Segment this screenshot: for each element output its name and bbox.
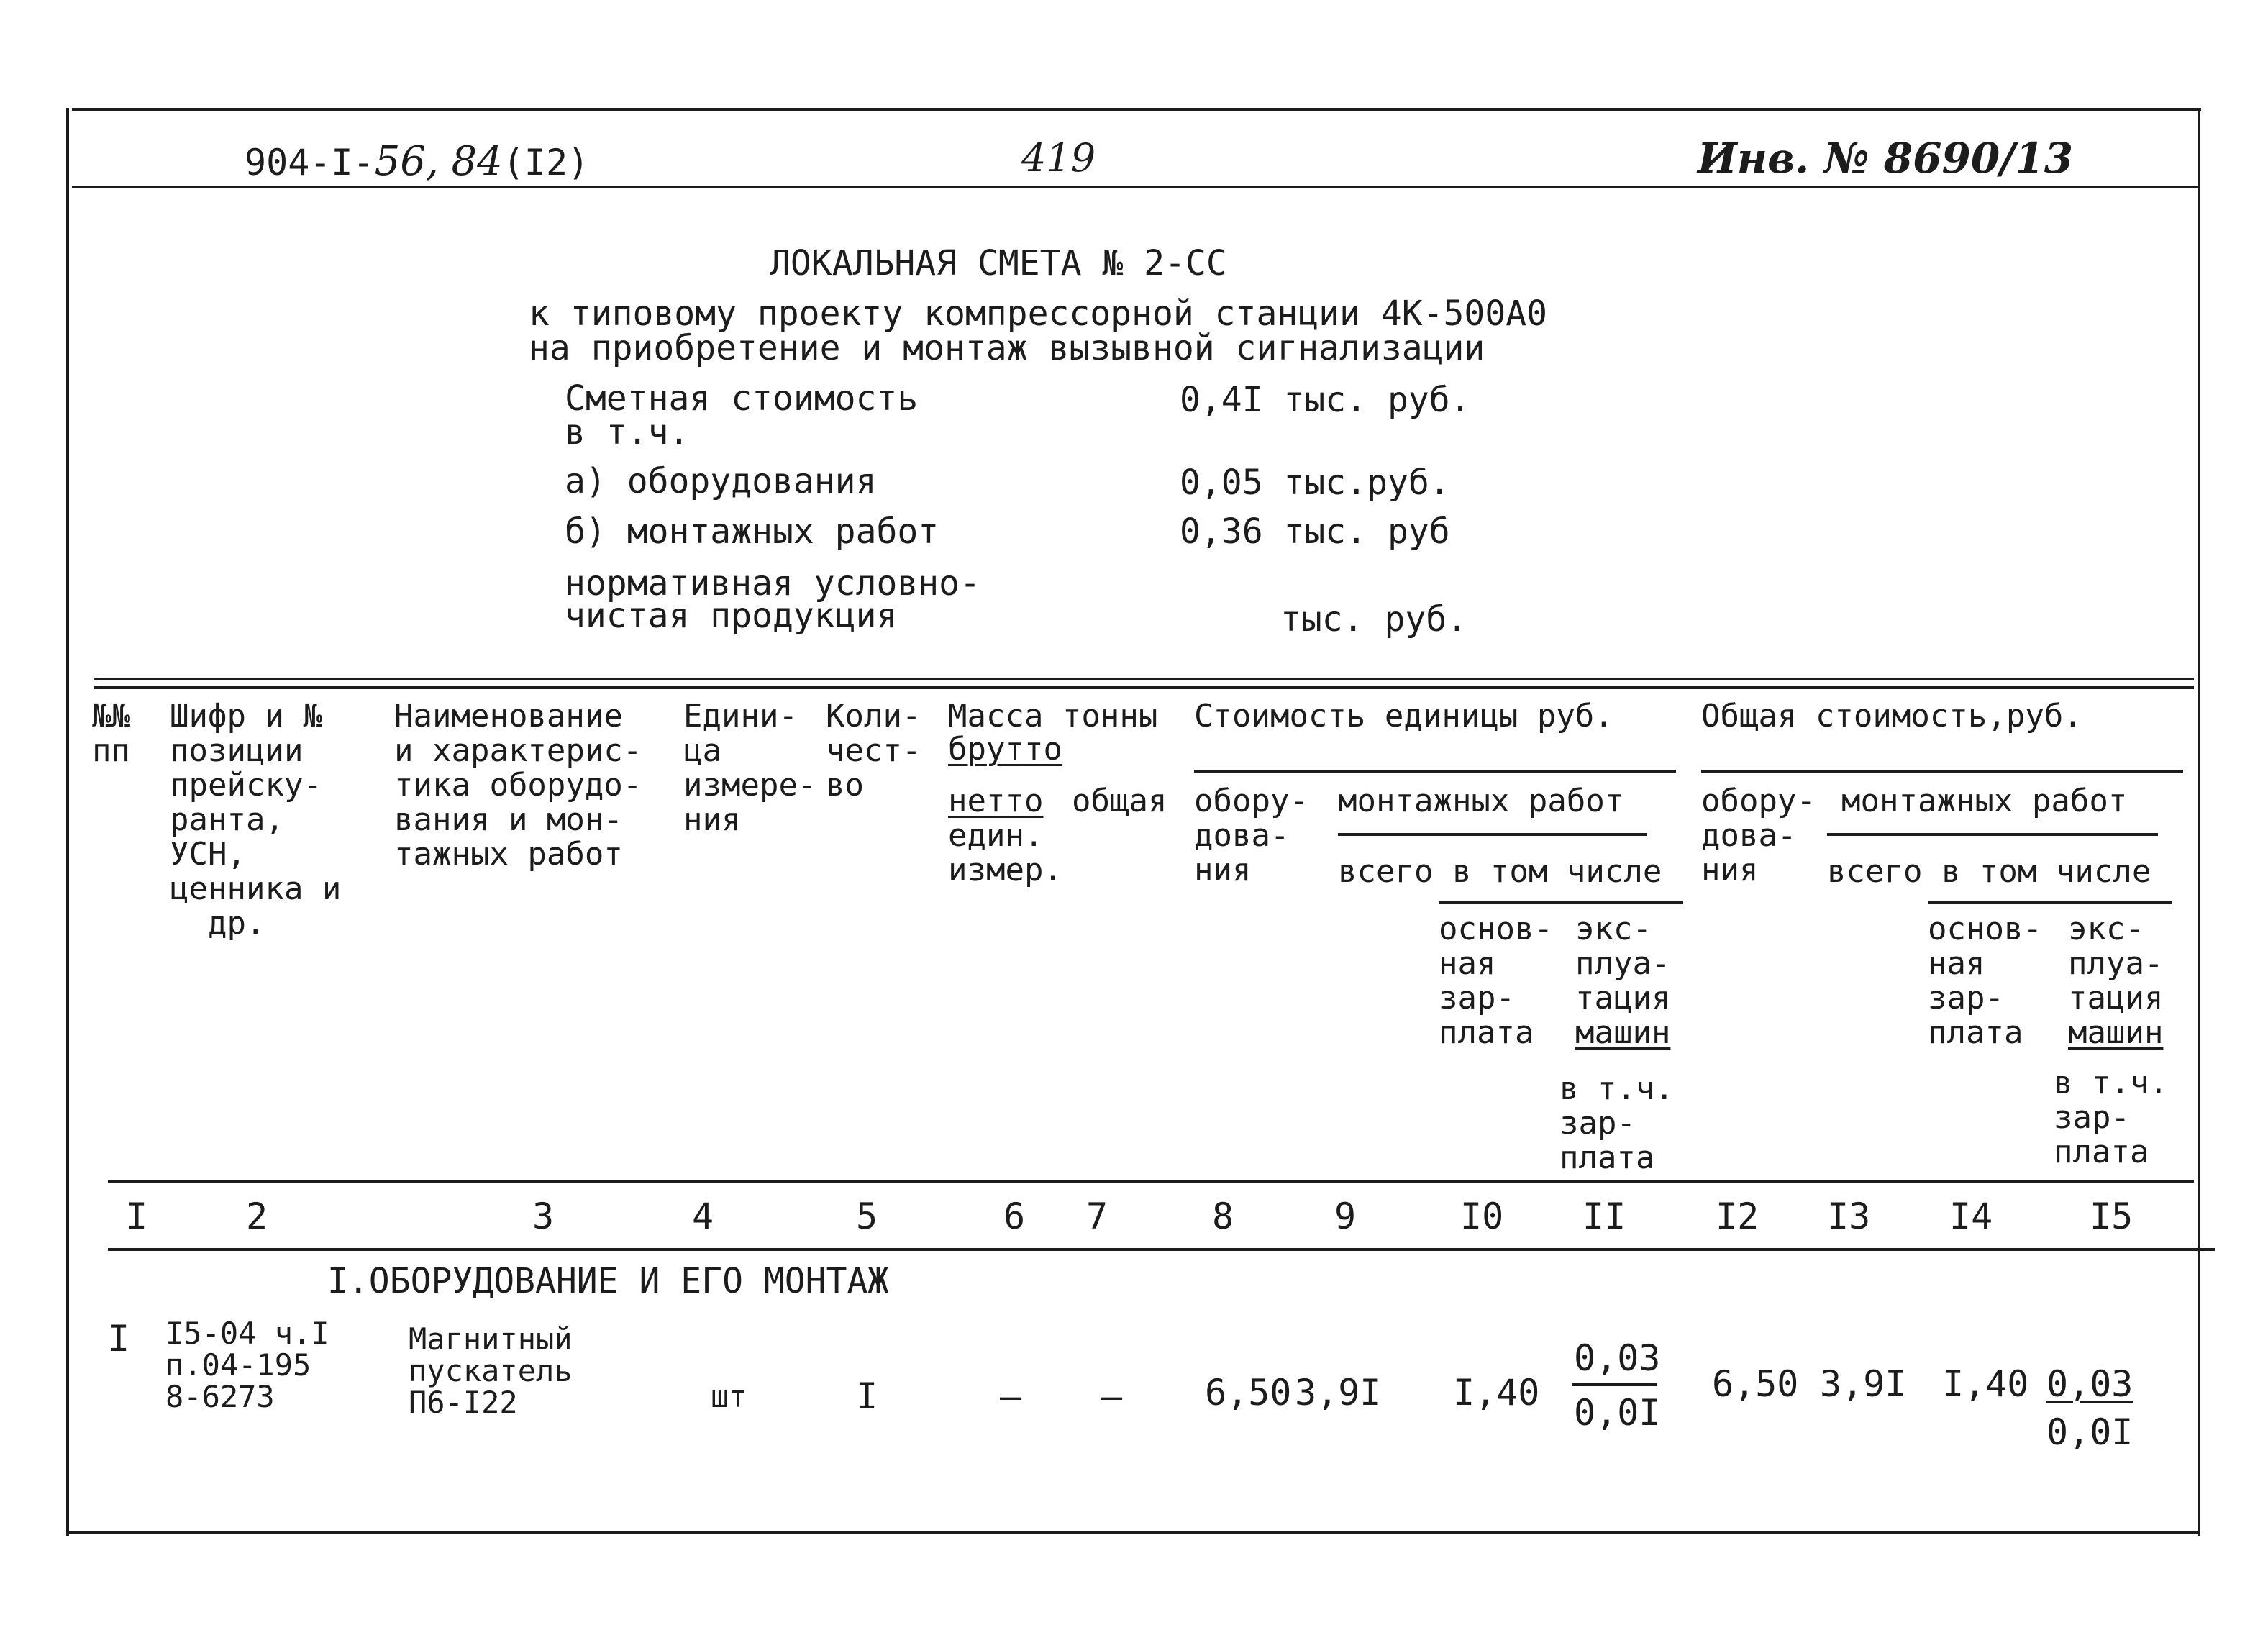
row-name-line: пускатель: [409, 1353, 573, 1388]
row-name: [409, 1321, 573, 1420]
row-qty: I: [856, 1375, 878, 1417]
row-unit: шт: [711, 1379, 747, 1414]
mass-brutto-label: брутто: [948, 731, 1062, 768]
col3-header-line: тажных работ: [394, 836, 623, 873]
col12-header: [1701, 784, 1816, 888]
header-rule: [72, 186, 2198, 188]
doc-code-suffix: (I2): [502, 142, 590, 183]
frame-top: [72, 108, 2201, 111]
table-top-rule-b: [94, 686, 2194, 689]
col11-header-line: плуа-: [1575, 945, 1671, 982]
row-code-line: 8-6273: [165, 1379, 275, 1414]
col6-header-line: измер.: [948, 852, 1062, 888]
col4-header-line: Едини-: [683, 698, 798, 734]
doc-code: [245, 138, 589, 185]
col11-sub-line: зар-: [1559, 1105, 1636, 1142]
col8-header-line: ния: [1194, 852, 1252, 888]
col-number: I2: [1716, 1196, 1759, 1237]
col-number: I: [126, 1196, 148, 1237]
col3-header-line: тика оборудо-: [394, 767, 642, 803]
row-total-mass: –: [1101, 1375, 1123, 1417]
doc-code-prefix: 904-I-: [245, 142, 375, 183]
row-base-salary-2: I,40: [1942, 1363, 2029, 1405]
col14-header-line: основ-: [1928, 911, 2042, 947]
col4-header: [683, 699, 816, 837]
row-base-salary: I,40: [1453, 1372, 1540, 1413]
install-group-rule-2: [1827, 833, 2158, 836]
col6-header-line: един.: [948, 817, 1044, 854]
col11-header: [1575, 912, 1670, 1050]
col2-header-line: Шифр и №: [170, 698, 322, 734]
col11-sub-line: плата: [1559, 1139, 1655, 1176]
col12-header-line: обору-: [1701, 783, 1816, 819]
col5-header: [826, 699, 921, 803]
cost-label: Сметная стоимость: [565, 378, 919, 419]
equip-label: а) оборудования: [565, 461, 877, 501]
col12-header-line: ния: [1701, 852, 1759, 888]
mass-header: Масса тонны: [948, 698, 1158, 734]
col15-header-line: машин: [2068, 1014, 2164, 1051]
row-equip-unit: 6,50: [1205, 1372, 1292, 1413]
col-number: 5: [856, 1196, 878, 1237]
row-code: [165, 1318, 329, 1413]
col15-sub-line: зар-: [2054, 1099, 2130, 1136]
col14-header-line: зар-: [1928, 980, 2004, 1016]
sub-rule: [1439, 901, 1683, 904]
col11-sub-line: в т.ч.: [1559, 1070, 1674, 1107]
col5-header-line: Коли-: [826, 698, 921, 734]
frame-right: [2198, 108, 2200, 1536]
col-number: 3: [532, 1196, 555, 1237]
normative-label-2: чистая продукция: [565, 596, 898, 636]
row-number: I: [108, 1318, 130, 1360]
col12-header-line: дова-: [1701, 817, 1797, 854]
row-code-line: п.04-195: [165, 1347, 311, 1383]
row-code-line: I5-04 ч.I: [165, 1316, 329, 1351]
col15-sub-header: [2054, 1066, 2168, 1170]
row-install-total-2: 3,9I: [1820, 1363, 1907, 1405]
frame-bottom: [68, 1531, 2199, 1534]
col-number: I3: [1827, 1196, 1871, 1237]
col15-header-line: тация: [2068, 980, 2164, 1016]
row-netto: –: [1000, 1375, 1022, 1417]
total-cost-rule: [1701, 770, 2183, 773]
col-number: 7: [1086, 1196, 1108, 1237]
col8-header-line: дова-: [1194, 817, 1290, 854]
col6-header-line: нетто: [948, 783, 1044, 819]
unit-cost-header: Стоимость единицы руб.: [1194, 698, 1613, 734]
col11-header-line: тация: [1575, 980, 1671, 1016]
install-label: б) монтажных работ: [565, 511, 939, 552]
total-cost-header: Общая стоимость,руб.: [1701, 698, 2082, 734]
col11-sub-header: [1559, 1072, 1674, 1175]
row-machines-salary: 0,0I: [1574, 1392, 1661, 1434]
normative-value: тыс. руб.: [1280, 599, 1468, 639]
row-machines-salary-2: 0,0I: [2046, 1411, 2133, 1453]
col6-header: [948, 784, 1062, 888]
normative-label-1: нормативная условно-: [565, 563, 980, 604]
title-line-1: к типовому проекту компрессорной станции 4К-500А0: [529, 293, 1548, 334]
install-group-rule: [1338, 833, 1647, 836]
col3-header-line: и характерис-: [394, 732, 642, 769]
col4-header-line: ца: [683, 732, 721, 769]
col10-header-line: основ-: [1439, 911, 1553, 947]
install-group-header-2: монтажных работ: [1841, 783, 2128, 819]
total-sub-header: всего в том числе: [1338, 853, 1662, 890]
col1-header-line: пп: [92, 732, 130, 769]
row-machines-fraction-bar: [1572, 1383, 1657, 1386]
col11-header-line: экс-: [1575, 911, 1652, 947]
col2-header-line: ранта,: [170, 801, 284, 838]
col3-header: [394, 699, 642, 872]
col14-header: [1928, 912, 2042, 1050]
col2-header-line: др.: [170, 905, 265, 942]
col-number: I0: [1460, 1196, 1504, 1237]
inventory-number: Инв. № 8690/13: [1698, 134, 2074, 183]
equip-value: 0,05 тыс.руб.: [1180, 463, 1450, 503]
col14-header-line: ная: [1928, 945, 1985, 982]
col10-header: [1439, 912, 1553, 1050]
numbers-bottom-rule: [108, 1248, 2215, 1251]
col3-header-line: вания и мон-: [394, 801, 623, 838]
col7-header: общая: [1072, 783, 1167, 819]
col15-header: [2068, 912, 2163, 1050]
col14-header-line: плата: [1928, 1014, 2023, 1051]
col4-header-line: измере-: [683, 767, 817, 803]
col8-header: [1194, 784, 1308, 888]
install-group-header: монтажных работ: [1338, 783, 1624, 819]
row-equip-total: 6,50: [1712, 1363, 1799, 1405]
col-number: I4: [1949, 1196, 1993, 1237]
col4-header-line: ния: [683, 801, 741, 838]
col10-header-line: зар-: [1439, 980, 1515, 1016]
col3-header-line: Наименование: [394, 698, 623, 734]
cost-value: 0,4I тыс. руб.: [1180, 380, 1471, 420]
row-machines: 0,03: [1574, 1337, 1661, 1379]
col-number: 8: [1212, 1196, 1234, 1237]
col1-header-line: №№: [92, 698, 130, 734]
col15-sub-line: плата: [2054, 1134, 2149, 1170]
install-value: 0,36 тыс. руб: [1180, 511, 1450, 552]
col15-header-line: плуа-: [2068, 945, 2164, 982]
col-number: 6: [1003, 1196, 1026, 1237]
col10-header-line: плата: [1439, 1014, 1534, 1051]
col15-header-line: экс-: [2068, 911, 2144, 947]
section-title: I.ОБОРУДОВАНИЕ И ЕГО МОНТАЖ: [327, 1261, 889, 1301]
col11-header-line: машин: [1575, 1014, 1671, 1051]
col-number: 2: [246, 1196, 268, 1237]
col2-header-line: УСН,: [170, 836, 246, 873]
title-line-2: на приобретение и монтаж вызывной сигнализации: [529, 328, 1485, 368]
unit-cost-rule: [1194, 770, 1676, 773]
row-name-line: Магнитный: [409, 1321, 573, 1357]
col5-header-line: чест-: [826, 732, 921, 769]
col1-header: [92, 699, 130, 768]
frame-left: [66, 108, 69, 1536]
document-title: ЛОКАЛЬНАЯ СМЕТА № 2-СС: [770, 243, 1227, 283]
col8-header-line: обору-: [1194, 783, 1308, 819]
col5-header-line: во: [826, 767, 864, 803]
col15-sub-line: в т.ч.: [2054, 1065, 2168, 1101]
table-top-rule-a: [94, 678, 2194, 680]
cost-label-2: в т.ч.: [565, 412, 690, 452]
row-name-line: П6-I22: [409, 1385, 518, 1420]
col-number: 9: [1334, 1196, 1357, 1237]
col-number: II: [1582, 1196, 1626, 1237]
numbers-top-rule: [108, 1180, 2194, 1183]
doc-code-hand: 56, 84: [374, 138, 503, 185]
page-number: 419: [1021, 135, 1096, 181]
col10-header-line: ная: [1439, 945, 1496, 982]
col2-header-line: ценника и: [170, 870, 342, 907]
col2-header: [170, 699, 341, 941]
total-sub-header-2: всего в том числе: [1827, 853, 2151, 890]
col-number: I5: [2090, 1196, 2133, 1237]
col2-header-line: прейску-: [170, 767, 322, 803]
row-machines-2: 0,03: [2046, 1363, 2133, 1405]
row-install-total: 3,9I: [1295, 1372, 1382, 1413]
col-number: 4: [692, 1196, 714, 1237]
col2-header-line: позиции: [170, 732, 304, 769]
sub-rule-2: [1928, 901, 2172, 904]
